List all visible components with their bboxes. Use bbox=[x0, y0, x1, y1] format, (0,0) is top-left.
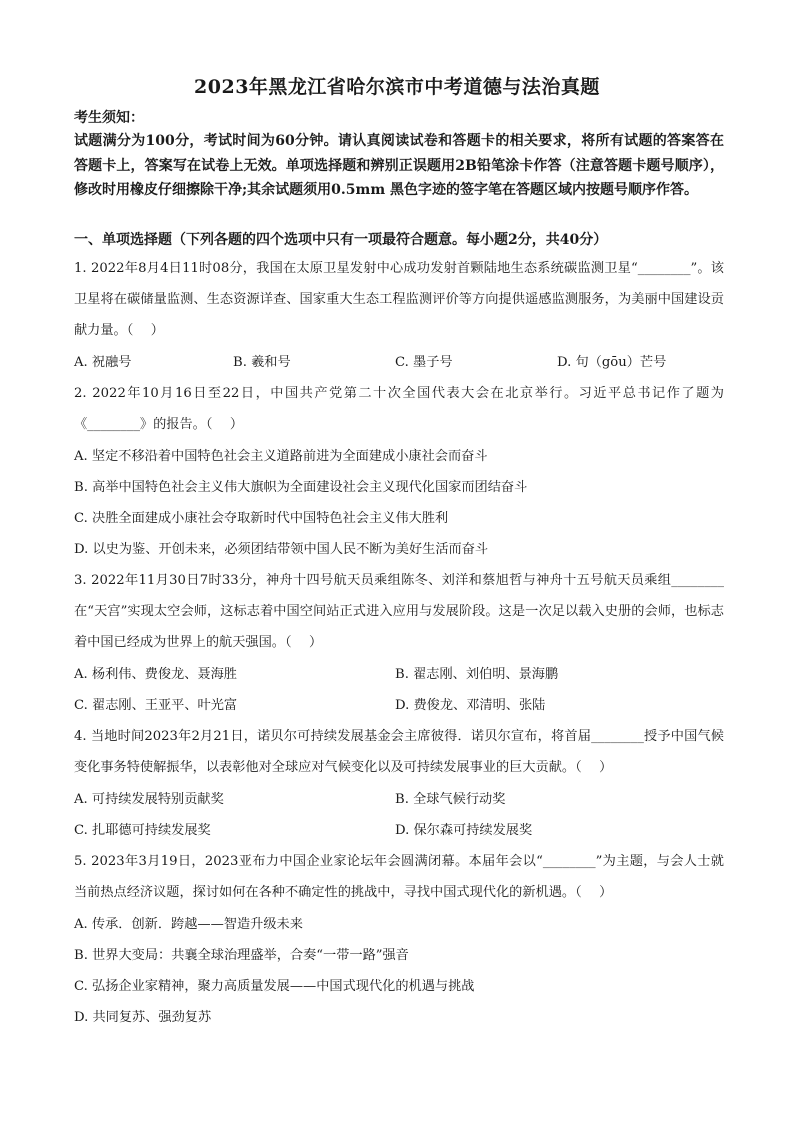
question-1-option-b: B. 羲和号 bbox=[233, 355, 291, 370]
question-3-option-b: B. 翟志刚、刘伯明、景海鹏 bbox=[395, 667, 559, 682]
exam-title: 2023年黑龙江省哈尔滨市中考道德与法治真题 bbox=[194, 76, 600, 98]
question-2-option-a: A. 坚定不移沿着中国特色社会主义道路前进为全面建成小康社会而奋斗 bbox=[74, 449, 488, 464]
question-1-option-d: D. 句（gōu）芒号 bbox=[557, 355, 667, 370]
question-1-option-c: C. 墨子号 bbox=[395, 355, 453, 370]
question-2-option-c: C. 决胜全面建成小康社会夺取新时代中国特色社会主义伟大胜利 bbox=[74, 511, 449, 526]
question-4-option-d: D. 保尔森可持续发展奖 bbox=[395, 823, 533, 838]
question-5-stem: 5. 2023年3月19日，2023亚布力中国企业家论坛年会圆满闭幕。本届年会以“________”为主题，与会人士就当前热点经济议题，探讨如何在各种不确定性的挑战中，寻找中国式现代化的新机遇。（ ） bbox=[74, 854, 724, 900]
question-3-option-c: C. 翟志刚、王亚平、叶光富 bbox=[74, 698, 238, 713]
question-5-option-b: B. 世界大变局：共襄全球治理盛举，合奏“一带一路”强音 bbox=[74, 948, 409, 963]
question-2-option-b: B. 高举中国特色社会主义伟大旗帜为全面建设社会主义现代化国家而团结奋斗 bbox=[74, 480, 528, 495]
question-4-option-a: A. 可持续发展特别贡献奖 bbox=[74, 792, 224, 807]
question-4-option-c: C. 扎耶德可持续发展奖 bbox=[74, 823, 211, 838]
question-4-option-b: B. 全球气候行动奖 bbox=[395, 792, 506, 807]
question-1-option-a: A. 祝融号 bbox=[74, 355, 132, 370]
question-3-stem: 3. 2022年11月30日7时33分，神舟十四号航天员乘组陈冬、刘洋和蔡旭哲与神舟十五号航天员乘组________在“天宫”实现太空会师，这标志着中国空间站正式进入应用与发展阶段。这是一次足以载入史册的会师，也标志着中国已经成为世界上的航天强国。（ ） bbox=[74, 573, 724, 650]
notice-heading: 考生须知： bbox=[74, 110, 144, 126]
question-2-stem: 2. 2022年10月16日至22日，中国共产党第二十次全国代表大会在北京举行。习近平总书记作了题为《________》的报告。（ ） bbox=[74, 386, 724, 432]
question-4-stem: 4. 当地时间2023年2月21日，诺贝尔可持续发展基金会主席彼得．诺贝尔宣布，将首届________授予中国气候变化事务特使解振华，以表彰他对全球应对气候变化以及可持续发展事业的巨大贡献。（ ） bbox=[74, 729, 724, 775]
section-heading: 一、单项选择题（下列各题的四个选项中只有一项最符合题意。每小题2分，共40分） bbox=[74, 232, 608, 248]
question-5-option-d: D. 共同复苏、强劲复苏 bbox=[74, 1010, 212, 1025]
question-5-option-c: C. 弘扬企业家精神，聚力高质量发展——中国式现代化的机遇与挑战 bbox=[74, 979, 475, 994]
notice-text: 试题满分为100分，考试时间为60分钟。请认真阅读试卷和答题卡的相关要求，将所有试题的答案答在答题卡上，答案写在试卷上无效。单项选择题和辨别正误题用2B铅笔涂卡作答（注意答题卡题号顺序），修改时用橡皮仔细擦除干净;其余试题须用0.5mm 黑色字迹的签字笔在答题区域内按题号顺序作答。 bbox=[74, 133, 724, 198]
question-3-option-d: D. 费俊龙、邓清明、张陆 bbox=[395, 698, 546, 713]
question-3-option-a: A. 杨利伟、费俊龙、聂海胜 bbox=[74, 667, 237, 682]
question-5-option-a: A. 传承．创新．跨越——智造升级未来 bbox=[74, 917, 303, 932]
question-2-option-d: D. 以史为鉴、开创未来，必须团结带领中国人民不断为美好生活而奋斗 bbox=[74, 542, 489, 557]
question-1-stem: 1. 2022年8月4日11时08分，我国在太原卫星发射中心成功发射首颗陆地生态系统碳监测卫星“________”。该卫星将在碳储量监测、生态资源详查、国家重大生态工程监测评价等方向提供遥感监测服务，为美丽中国建设贡献力量。（ ） bbox=[74, 261, 724, 338]
